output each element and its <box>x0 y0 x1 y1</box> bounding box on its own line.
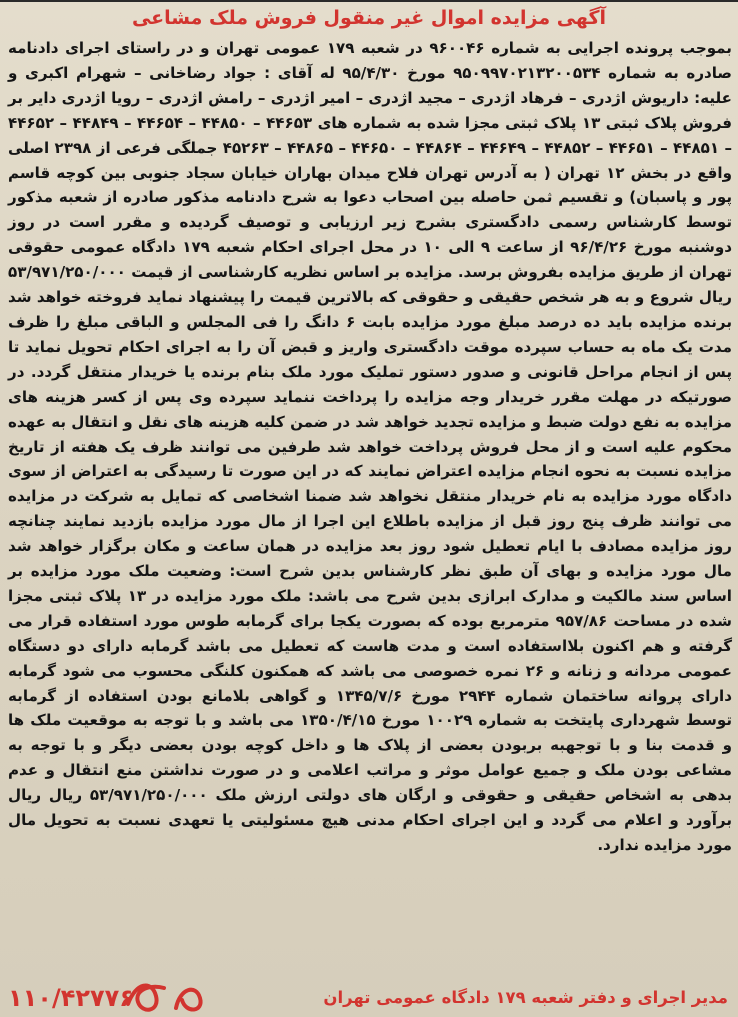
notice-title: آگهی مزایده اموال غیر منقول فروش ملک مشاعی <box>131 7 607 29</box>
notice-body: بموجب پرونده اجرایی به شماره ۹۶۰۰۴۶ در شعبه ۱۷۹ عمومی تهران و در راستای اجرای دادنامه صادره به شماره ۹۵۰۹۹۷۰۲۱۳۲۰۰۵۳۴ مورخ ۹۵/۴/۳۰ له آقای : جواد رضاخانی – شهرام اکبری و علیه: داریوش اژدری – فرهاد اژدری – مجید اژدری – امیر اژدری – رامش اژدری – رویا اژدری دایر بر فروش پلاک ثبتی ۱۳ پلاک ثبتی مجزا شده به شماره های ۴۴۶۵۳ – ۴۴۸۵۰ – ۴۴۶۵۴ – ۴۴۸۴۹ – ۴۴۶۵۲ – ۴۴۸۵۱ – ۴۴۶۵۱ – ۴۴۸۵۲ – ۴۴۶۴۹ – ۴۴۸۶۴ – ۴۴۶۵۰ – ۴۴۸۶۵ – ۴۵۲۶۳ جملگی فرعی از ۲۳۹۸ اصلی واقع در بخش ۱۲ تهران ( به آدرس تهران فلاح میدان بهاران خیابان سجاد جنوبی بین کوچه قاسم پور و پاسبان) و تقسیم ثمن حاصله بین اصحاب دعوا به شرح دادنامه مذکور صادره از شعبه مذکور توسط کارشناس رسمی دادگستری بشرح زیر ارزیابی و توصیف گردیده و مقرر است در روز دوشنبه مورخ ۹۶/۴/۲۶ از ساعت ۹ الی ۱۰ در محل اجرای احکام شعبه ۱۷۹ دادگاه عمومی حقوقی تهران از طریق مزایده بفروش برسد. مزایده بر اساس نظریه کارشناسی از قیمت ۵۳/۹۷۱/۲۵۰/۰۰۰ ریال شروع و به هر شخص حقیقی و حقوقی که بالاترین قیمت را پیشنهاد نماید فروخته خواهد شد برنده مزایده باید ده درصد مبلغ مورد مزایده بابت ۶ دانگ را فی المجلس و الباقی مبلغ را ظرف مدت یک ماه به حساب سپرده موقت دادگستری واریز و قبض آن را به اجرای احکام تحویل نماید تا پس از انجام مراحل قانونی و صدور دستور تملیک مورد ملک بنام برنده یا خریدار منتقل گردد. در صورتیکه در مهلت مقرر خریدار وجه مزایده را پرداخت ننماید سپرده وی پس از کسر هزینه های مزایده به نفع دولت ضبط و مزایده تجدید خواهد شد در ضمن کلیه هزینه های نقل و انتقال به عهده محکوم علیه است و از محل فروش پرداخت خواهد شد طرفین می توانند ظرف یک هفته از تاریخ مزایده نسبت به نحوه انجام مزایده اعتراض نمایند که در این صورت تا رسیدگی به اعتراض از سوی دادگاه مورد مزایده به نام خریدار منتقل نخواهد شد ضمنا اشخاصی که تمایل به شرکت در مزایده می توانند ظرف پنج روز قبل از مزایده باطلاع این اجرا از مال مورد مزایده بازدید نمایند چنانچه روز مزایده مصادف با ایام تعطیل شود روز بعد مزایده در همان ساعت و مکان برگزار خواهد شد مال مورد مزایده و بهای آن طبق نظر کارشناس بدین شرح است: وضعیت ملک مورد مزایده بر اساس سند مالکیت و مدارک ابرازی بدین شرح می باشد: ملک مورد مزایده در ۱۳ پلاک ثبتی مجزا شده در مساحت ۹۵۷/۸۶ مترمربع بوده که بصورت یکجا برای گرمابه طوس مورد استفاده قرار می گرفته و هم اکنون بلااستفاده است و مدت هاست که تعطیل می باشد گرمابه دارای دو دستگاه عمومی مردانه و زنانه و ۲۶ نمره خصوصی می باشد که همکنون کلنگی محسوب می شود گرمابه دارای پروانه ساختمان شماره ۲۹۴۴ مورخ ۱۳۴۵/۷/۶ و گواهی بلامانع بودن استفاده از گرمابه توسط شهرداری پایتخت به شماره ۱۰۰۲۹ مورخ ۱۳۵۰/۴/۱۵ می باشد و با توجه به موقعیت ملک ها و قدمت بنا و با توجهبه بربودن بعضی از پلاک ها و داخل کوچه بودن بعضی دیگر و با توجه به مشاعی بودن ملک و جمیع عوامل موثر و مراتب اعلامی و در صورت نداشتن منع انتقال و عدم بدهی به اشخاص حقیقی و حقوقی و ارگان های دولتی ارزش ملک ۵۳/۹۷۱/۲۵۰/۰۰۰ ریال ریال برآورد و اعلام می گردد و این اجرای احکام مدنی هیچ مسئولیتی یا تعهدی نسبت به تحویل مال مورد مزایده ندارد. <box>8 39 733 854</box>
notice-footer <box>0 974 738 1017</box>
reference-number: ۱۱۰/۴۲۷۷۶ <box>8 984 134 1012</box>
signature-line: مدیر اجرای و دفتر شعبه ۱۷۹ دادگاه عمومی تهران <box>323 988 728 1007</box>
